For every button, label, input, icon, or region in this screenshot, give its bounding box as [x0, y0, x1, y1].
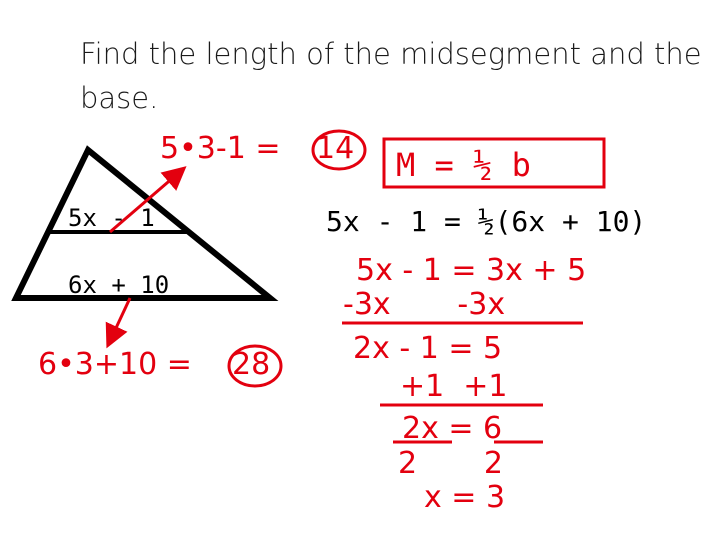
base-label: 6x + 10: [68, 271, 170, 299]
midsegment-label: 5x - 1: [68, 204, 155, 232]
step-subtract: -3x -3x: [343, 287, 506, 322]
step-add: +1 +1: [400, 369, 508, 404]
step-result-one: 2x - 1 = 5: [353, 331, 503, 366]
step-simplified: 5x - 1 = 3x + 5: [356, 253, 587, 288]
midsegment-calc-result: 14: [316, 131, 355, 166]
slide-title: Find the length of the midsegment and the base.: [80, 37, 702, 115]
step-answer: x = 3: [424, 480, 506, 515]
midsegment-formula: M = ½ b: [396, 146, 531, 184]
base-calc-result: 28: [232, 347, 271, 382]
midsegment-calc-expression: 5•3-1 =: [160, 131, 281, 166]
arrow-to-base-calc: [109, 298, 130, 343]
step-divide: 2 2: [398, 446, 503, 481]
step-equation: 5x - 1 = ½(6x + 10): [326, 205, 647, 238]
base-calc-expression: 6•3+10 =: [38, 347, 192, 382]
step-two-x: 2x = 6: [402, 411, 503, 446]
